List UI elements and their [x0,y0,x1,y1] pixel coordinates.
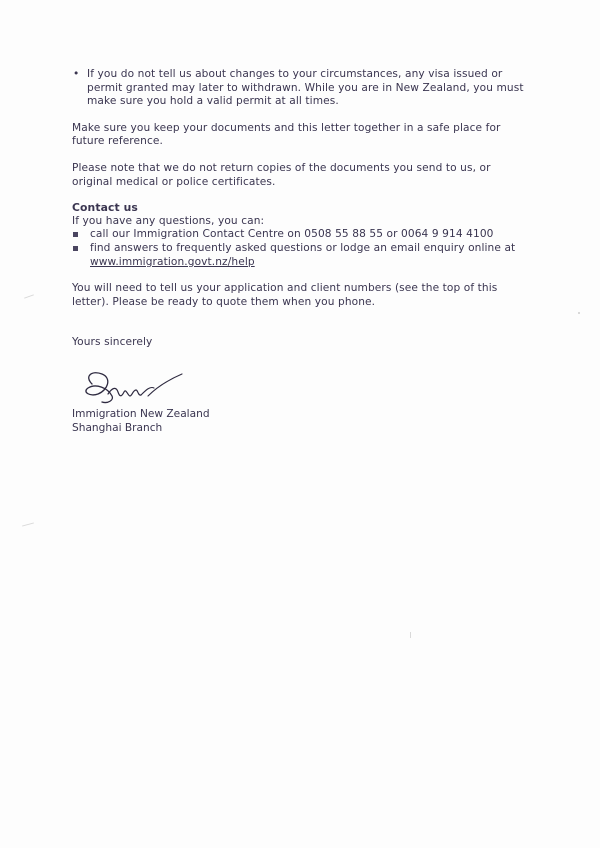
square-bullet-icon [73,232,78,237]
scan-speck [578,312,580,314]
signoff-block [72,407,210,435]
circumstances-text: If you do not tell us about changes to your circumstances, any visa issued or permit granted may later to withdrawn. While you are in New Zealand, you must make sure you hold a valid permit at all times. [87,68,524,108]
contact-online-text: find answers to frequently asked questions or lodge an email enquiry online at [90,241,516,254]
circumstances-bullet [72,68,532,109]
help-link[interactable]: www.immigration.govt.nz/help [90,255,255,268]
signoff-org: Immigration New Zealand [72,408,210,420]
quote-numbers-paragraph: You will need to tell us your application and client numbers (see the top of this letter). Please be ready to quote them when you phone. [72,282,498,308]
keep-documents-paragraph: Make sure you keep your documents and this letter together in a safe place for future reference. [72,121,501,148]
letter-body [72,68,532,350]
contact-intro: If you have any questions, you can: [72,214,265,227]
list-item [72,242,532,269]
square-bullet-icon [73,246,78,251]
contact-call-text: call our Immigration Contact Centre on 0508 55 88 55 or 0064 9 914 4100 [90,228,494,241]
contact-list [72,228,532,269]
closing-text: Yours sincerely [72,336,153,349]
scan-speck [24,294,34,298]
signoff-branch: Shanghai Branch [72,422,163,434]
bullet-mark: • [73,68,80,80]
no-return-paragraph: Please note that we do not return copies of the documents you send to us, or original medical or police certificates. [72,161,491,188]
scan-speck [410,632,411,638]
scan-speck [22,522,34,526]
list-item [72,228,532,242]
handwritten-signature [78,366,190,410]
contact-heading: Contact us [72,201,138,215]
